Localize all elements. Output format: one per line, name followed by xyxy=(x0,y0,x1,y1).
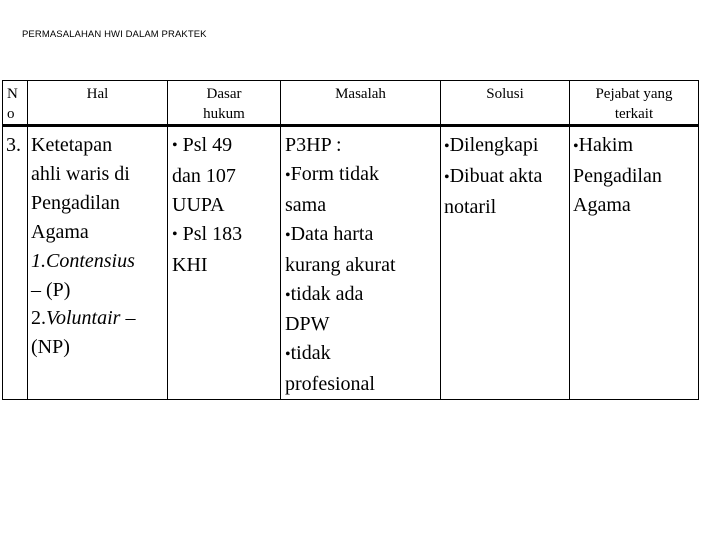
header-pejabat: Pejabat yang terkait xyxy=(570,81,699,126)
header-hal: Hal xyxy=(28,81,168,126)
bullet-icon: • xyxy=(172,137,178,154)
cell-no: 3. xyxy=(3,126,28,400)
cell-solusi: •Dilengkapi •Dibuat akta notaril xyxy=(441,126,570,400)
cell-pejabat: •Hakim Pengadilan Agama xyxy=(570,126,699,400)
page-title: PERMASALAHAN HWI DALAM PRAKTEK xyxy=(22,29,207,40)
cell-masalah: P3HP : •Form tidak sama •Data harta kurang akurat •tidak ada DPW •tidak profesional xyxy=(281,126,441,400)
problems-table xyxy=(2,80,699,400)
header-dasar-hukum: Dasar hukum xyxy=(168,81,281,126)
bullet-icon: • xyxy=(285,346,291,364)
bullet-icon: • xyxy=(285,226,291,244)
bullet-icon: • xyxy=(444,168,450,186)
header-solusi: Solusi xyxy=(441,81,570,126)
table-header-row xyxy=(3,81,699,126)
bullet-icon: • xyxy=(444,138,450,155)
bullet-icon: • xyxy=(573,138,579,155)
table-row xyxy=(3,126,699,400)
cell-dasar-hukum: • Psl 49 dan 107 UUPA • Psl 183 KHI xyxy=(168,126,281,400)
cell-hal: Ketetapan ahli waris di Pengadilan Agama 1.Contensius – (P) 2.Voluntair – (NP) xyxy=(28,126,168,400)
header-masalah: Masalah xyxy=(281,81,441,126)
bullet-icon: • xyxy=(285,166,291,184)
bullet-icon: • xyxy=(172,225,178,243)
bullet-icon: • xyxy=(285,286,291,304)
header-no: N o xyxy=(3,81,28,126)
